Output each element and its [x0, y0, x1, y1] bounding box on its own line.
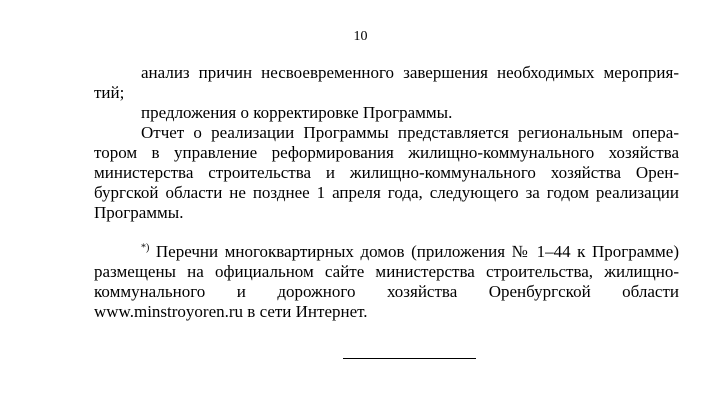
body-line-6: министерства строительства и жилищно-коммунального хозяйства Орен- — [94, 163, 679, 182]
body-line-3: предложения о корректировке Программы. — [141, 103, 453, 122]
footnote-marker: *) — [141, 242, 150, 254]
footnote-line-2: размещены на официальном сайте министерства строительства, жилищно- — [94, 262, 679, 281]
body-line-1: анализ причин несвоевременного завершения необходимых мероприя- — [141, 63, 679, 82]
footnote-line-4: www.minstroyoren.ru в сети Интернет. — [94, 302, 368, 321]
body-line-2: тий; — [94, 83, 125, 102]
closing-separator-line — [343, 358, 476, 359]
body-line-8: Программы. — [94, 203, 184, 222]
footnote-line-3: коммунального и дорожного хозяйства Оренбургской области — [94, 282, 679, 301]
footnote-line-1 — [141, 242, 679, 262]
footnote-text-1: Перечни многоквартирных домов (приложения № 1–44 к Программе) — [149, 242, 679, 261]
body-line-4: Отчет о реализации Программы представляется региональным опера- — [141, 123, 679, 142]
body-line-7: бургской области не позднее 1 апреля года, следующего за годом реализации — [94, 183, 679, 202]
body-line-5: тором в управление реформирования жилищно-коммунального хозяйства — [94, 143, 679, 162]
page-number: 10 — [353, 29, 368, 44]
